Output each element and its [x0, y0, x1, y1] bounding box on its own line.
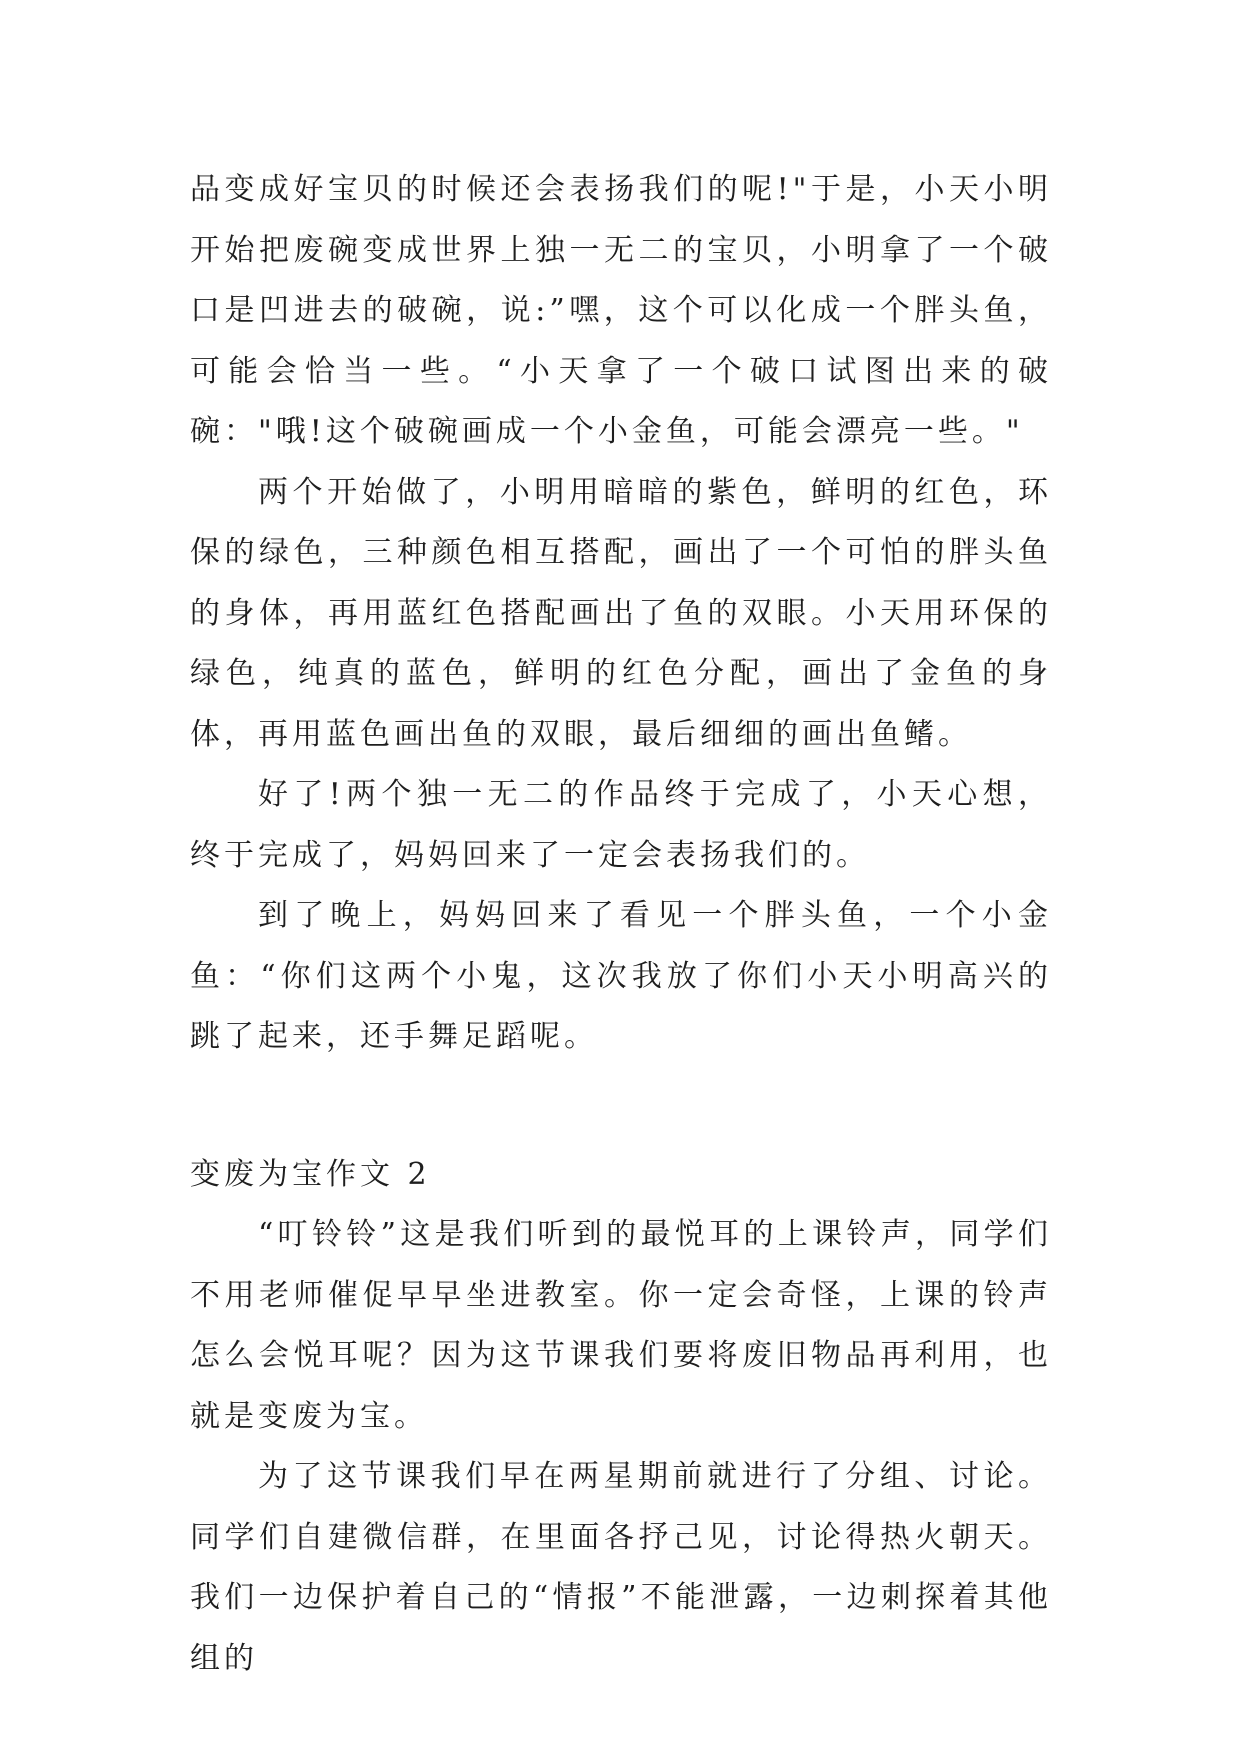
- essay-section-2: [190, 1145, 1052, 1690]
- paragraph: 好了!两个独一无二的作品终于完成了，小天心想，终于完成了，妈妈回来了一定会表扬我们的。: [190, 777, 1052, 873]
- document-body: [190, 160, 1052, 1689]
- paragraph: 为了这节课我们早在两星期前就进行了分组、讨论。同学们自建微信群，在里面各抒己见，讨论得热火朝天。我们一边保护着自己的“情报”不能泄露，一边刺探着其他组的: [190, 1459, 1052, 1676]
- section-heading: 变废为宝作文 2: [190, 1156, 431, 1192]
- paragraph-continued: 品变成好宝贝的时候还会表扬我们的呢!"于是，小天小明开始把废碗变成世界上独一无二的宝贝，小明拿了一个破口是凹进去的破碗，说:”嘿，这个可以化成一个胖头鱼，可能会恰当一些。“小天拿了一个破口试图出来的破碗："哦!这个破碗画成一个小金鱼，可能会漂亮一些。": [190, 172, 1052, 449]
- paragraph: “叮铃铃”这是我们听到的最悦耳的上课铃声，同学们不用老师催促早早坐进教室。你一定会奇怪，上课的铃声怎么会悦耳呢？因为这节课我们要将废旧物品再利用，也就是变废为宝。: [190, 1217, 1052, 1434]
- paragraph: 两个开始做了，小明用暗暗的紫色，鲜明的红色，环保的绿色，三种颜色相互搭配，画出了一个可怕的胖头鱼的身体，再用蓝红色搭配画出了鱼的双眼。小天用环保的绿色，纯真的蓝色，鲜明的红色分配，画出了金鱼的身体，再用蓝色画出鱼的双眼，最后细细的画出鱼鳍。: [190, 474, 1052, 752]
- paragraph: 到了晚上，妈妈回来了看见一个胖头鱼，一个小金鱼：“你们这两个小鬼，这次我放了你们小天小明高兴的跳了起来，还手舞足蹈呢。: [190, 898, 1052, 1054]
- essay-section-1: [190, 160, 1052, 1068]
